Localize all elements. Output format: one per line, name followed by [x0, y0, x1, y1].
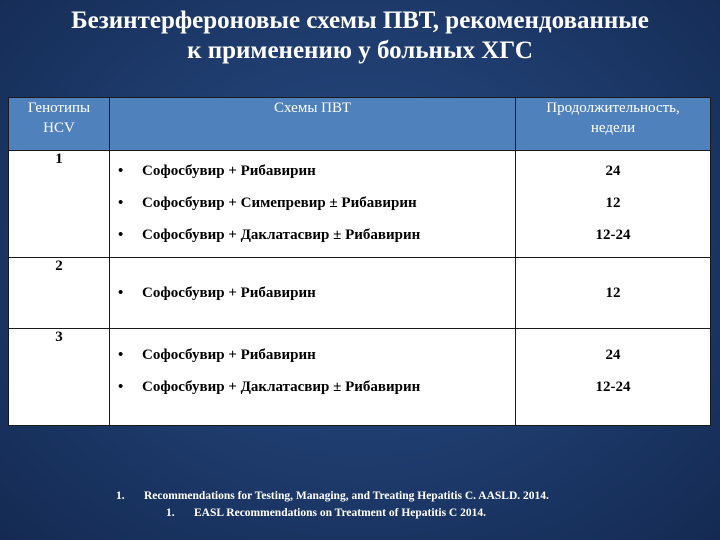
bullet-icon: •: [118, 285, 124, 301]
header-duration-line-2: недели: [590, 120, 636, 136]
slide-title-line-1: Безинтерфероновые схемы ПВТ, рекомендованные: [71, 7, 649, 34]
regimen-text: Софосбувир + Рибавирин: [142, 285, 316, 301]
duration-value: 12-24: [595, 379, 631, 395]
regimen-item: [110, 219, 515, 251]
regimen-item: [110, 277, 515, 309]
header-duration: [516, 98, 711, 151]
table-row: [9, 329, 711, 426]
duration-cell: [516, 151, 711, 258]
bullet-icon: •: [118, 163, 124, 179]
reference-text: EASL Recommendations on Treatment of Hepatitis C 2014.: [194, 507, 486, 519]
reference-number: 1.: [166, 507, 175, 519]
genotype-cell: 3: [9, 329, 110, 426]
regimen-item: [110, 187, 515, 219]
duration-cell: [516, 329, 711, 426]
duration-value: 12: [605, 195, 621, 211]
table-row: [9, 258, 711, 329]
reference-text: Recommendations for Testing, Managing, and Treating Hepatitis C. AASLD. 2014.: [144, 490, 549, 502]
slide-title-line-2: к применению у больных ХГС: [187, 37, 533, 64]
regimens-cell: [110, 151, 516, 258]
bullet-icon: •: [118, 195, 124, 211]
header-genotype-line-2: HCV: [43, 120, 75, 136]
reference-number: 1.: [116, 490, 125, 502]
duration-value: 24: [605, 163, 621, 179]
table-row: [9, 151, 711, 258]
duration-cell: [516, 258, 711, 329]
regimen-text: Софосбувир + Рибавирин: [142, 347, 316, 363]
references: [116, 488, 549, 522]
regimens-cell: [110, 258, 516, 329]
bullet-icon: •: [118, 379, 124, 395]
regimen-item: [110, 371, 515, 403]
genotype-cell: 2: [9, 258, 110, 329]
regimen-item: [110, 339, 515, 371]
header-regimens: Схемы ПВТ: [110, 98, 516, 151]
duration-value: 12-24: [595, 227, 631, 243]
duration-value: 24: [605, 347, 621, 363]
regimen-text: Софосбувир + Рибавирин: [142, 163, 316, 179]
regimens-cell: [110, 329, 516, 426]
regimen-text: Софосбувир + Даклатасвир ± Рибавирин: [142, 227, 421, 243]
slide-title: [0, 6, 720, 66]
regimen-text: Софосбувир + Симепревир ± Рибавирин: [142, 195, 417, 211]
table-header-row: [9, 98, 711, 151]
bullet-icon: •: [118, 227, 124, 243]
duration-value: 12: [605, 285, 621, 301]
regimen-item: [110, 155, 515, 187]
reference-item: [116, 505, 549, 522]
header-genotype: [9, 98, 110, 151]
regimen-text: Софосбувир + Даклатасвир ± Рибавирин: [142, 379, 421, 395]
header-genotype-line-1: Генотипы: [27, 100, 91, 116]
genotype-cell: 1: [9, 151, 110, 258]
bullet-icon: •: [118, 347, 124, 363]
therapy-table: [8, 97, 711, 426]
header-duration-line-1: Продолжительность,: [546, 100, 680, 116]
reference-item: [116, 488, 549, 505]
